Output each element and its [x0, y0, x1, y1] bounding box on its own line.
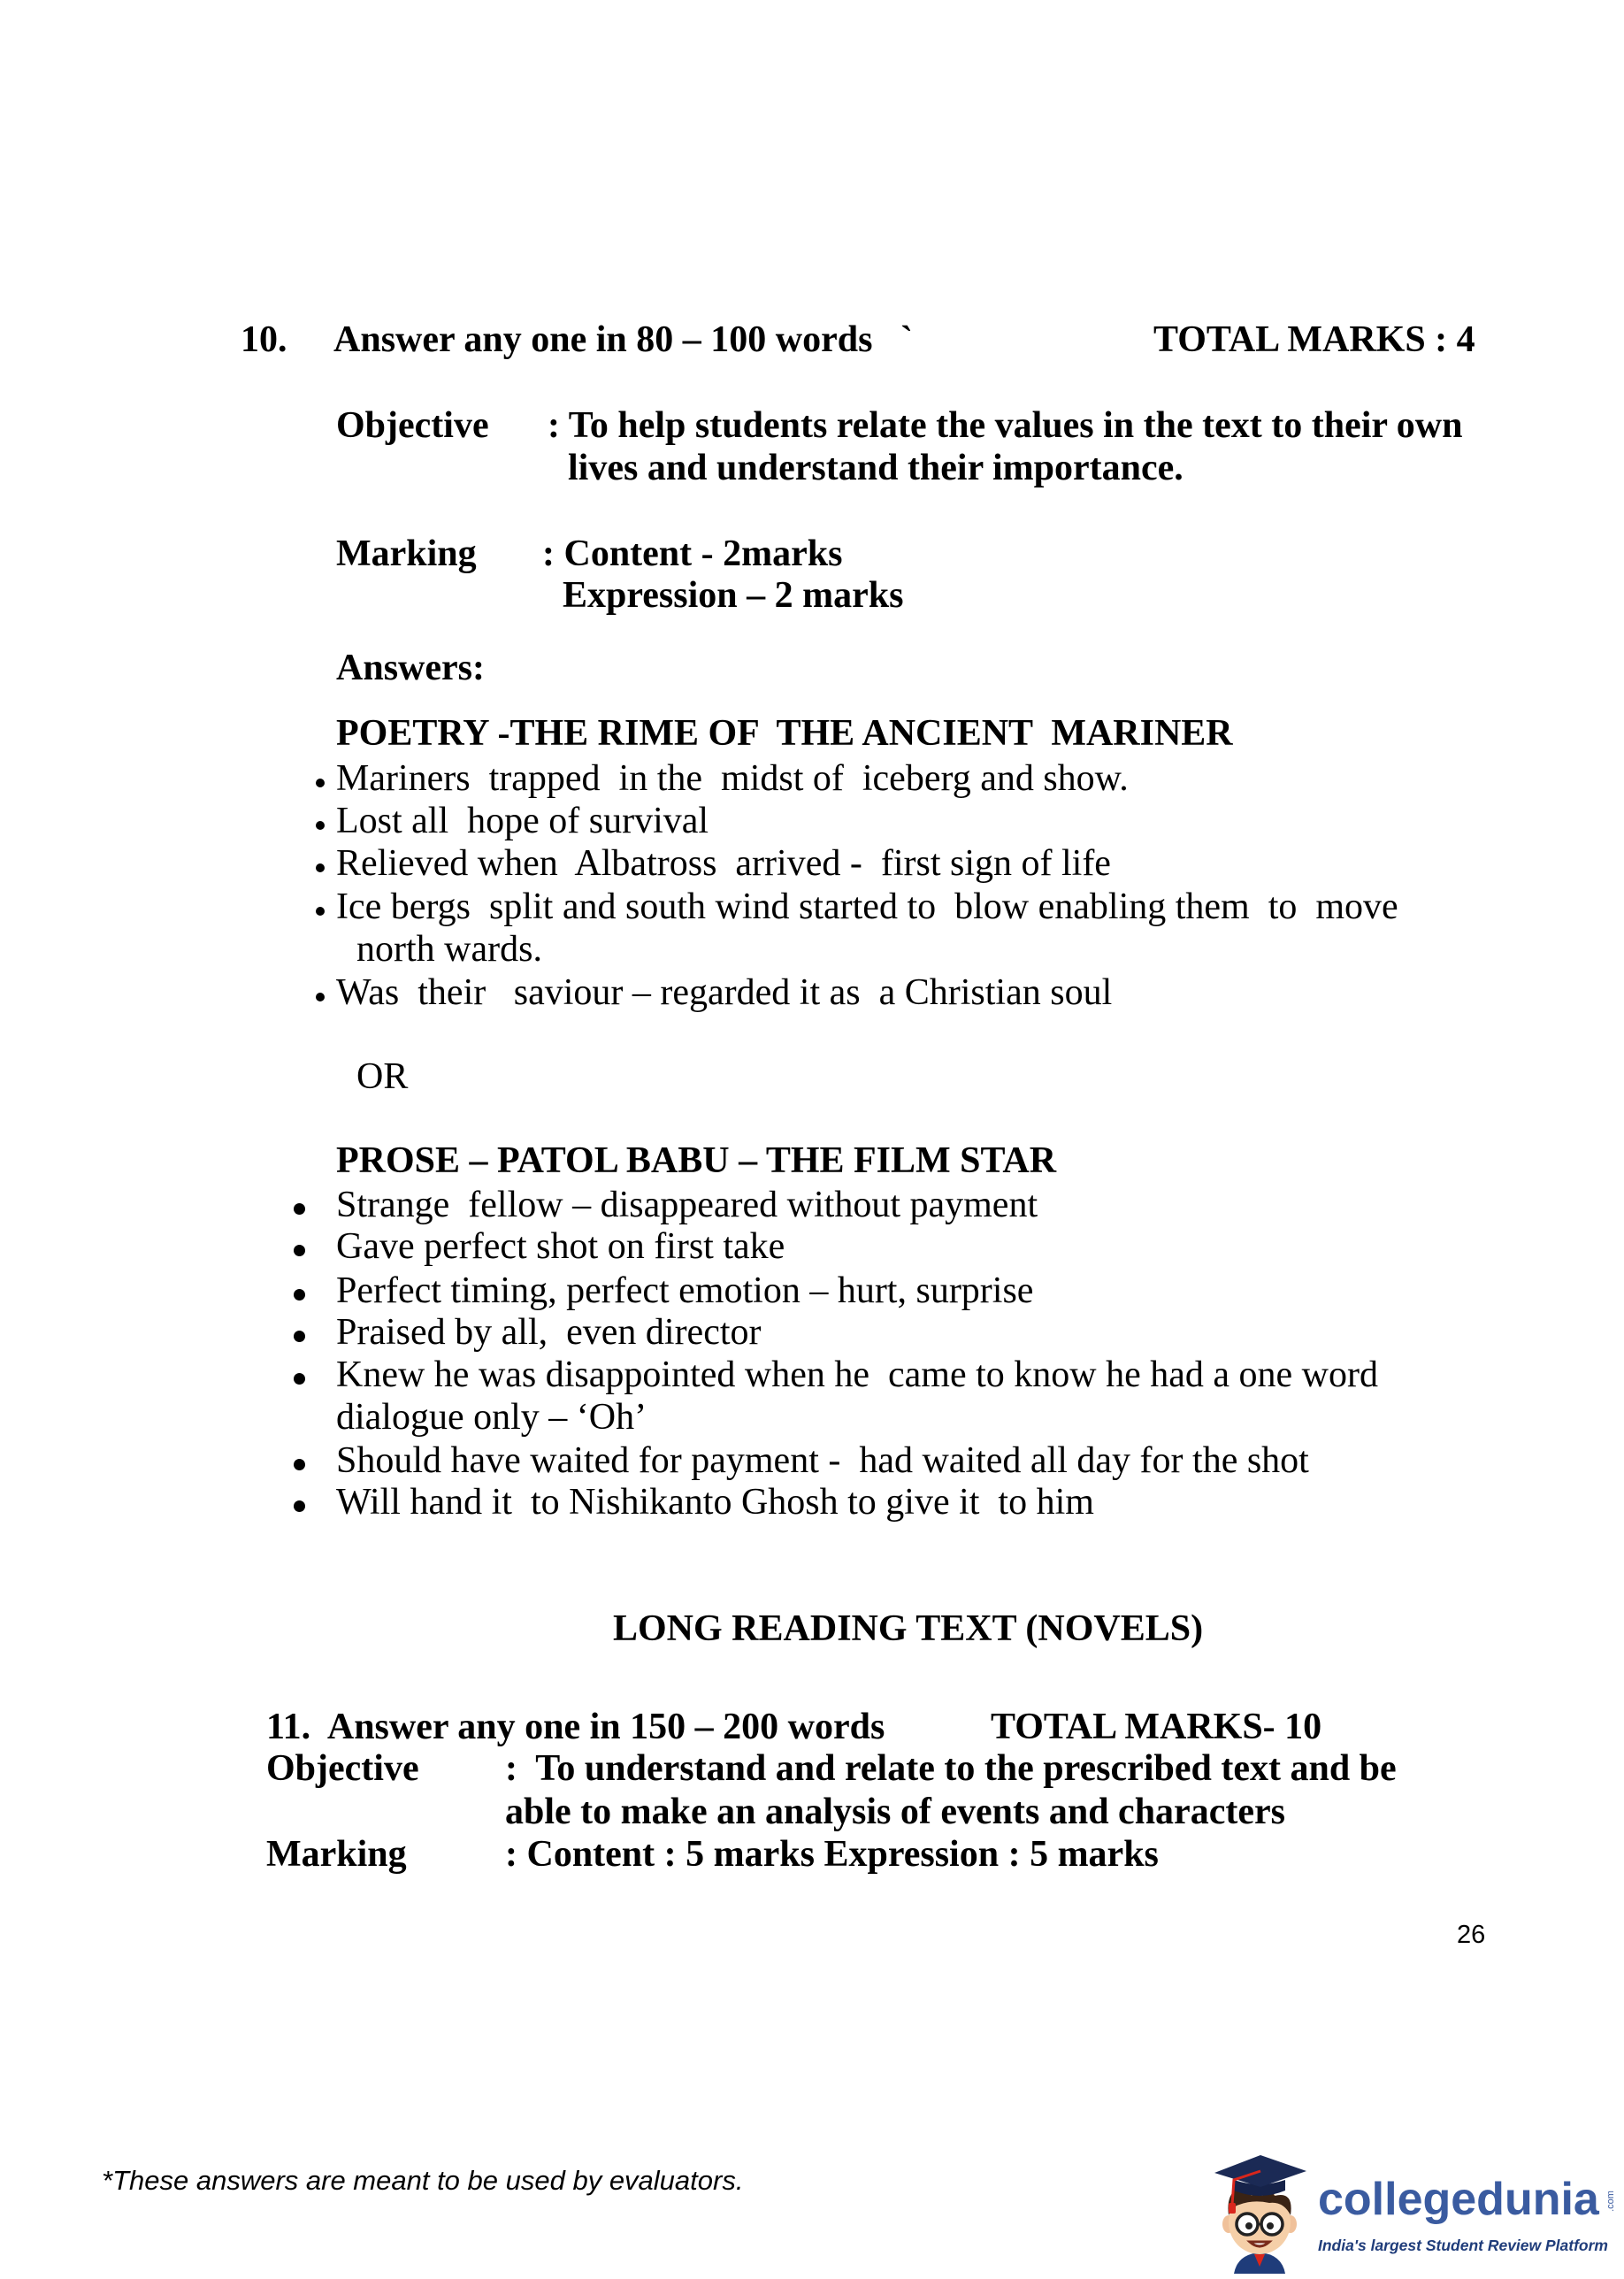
- question-11-total-marks: TOTAL MARKS- 10: [991, 1707, 1322, 1747]
- prose-point: Perfect timing, perfect emotion – hurt, surprise: [336, 1270, 1034, 1311]
- bullet-icon: [294, 1500, 305, 1512]
- bullet-icon: [294, 1331, 305, 1342]
- marking-text-line: : Content - 2marks: [542, 533, 843, 574]
- footer-note: *These answers are meant to be used by evaluators.: [102, 2165, 744, 2196]
- poetry-point-continuation: north wards.: [356, 929, 542, 970]
- poetry-heading: POETRY -THE RIME OF THE ANCIENT MARINER: [336, 713, 1233, 754]
- section-heading: LONG READING TEXT (NOVELS): [613, 1608, 1204, 1649]
- prose-point-continuation: dialogue only – ‘Oh’: [336, 1397, 647, 1438]
- bullet-icon: [316, 993, 325, 1001]
- bullet-icon: [316, 821, 325, 830]
- mascot-mouth: [1250, 2242, 1269, 2246]
- poetry-point: Relieved when Albatross arrived - first sign of life: [336, 843, 1111, 884]
- logo-domain-suffix: .com: [1605, 2191, 1616, 2212]
- question-10-prompt: Answer any one in 80 – 100 words `: [333, 319, 913, 360]
- poetry-point: Mariners trapped in the midst of iceberg and show.: [336, 758, 1129, 799]
- answers-label: Answers:: [336, 648, 485, 688]
- logo-tagline: India's largest Student Review Platform: [1318, 2237, 1608, 2254]
- mascot-eye-left: [1245, 2222, 1252, 2229]
- marking-text-line: : Content : 5 marks Expression : 5 marks: [505, 1834, 1159, 1875]
- prose-point: Will hand it to Nishikanto Ghosh to give it to him: [336, 1482, 1094, 1523]
- question-10-total-marks: TOTAL MARKS : 4: [1153, 319, 1475, 360]
- poetry-point: Was their saviour – regarded it as a Christian soul: [336, 972, 1113, 1013]
- objective-label: Objective: [266, 1748, 419, 1789]
- mascot-eye-right: [1267, 2222, 1274, 2229]
- objective-text-line: : To understand and relate to the prescribed text and be: [505, 1748, 1397, 1789]
- bullet-icon: [316, 779, 325, 787]
- graduate-mascot-icon: [1207, 2150, 1312, 2274]
- marking-label: Marking: [336, 533, 477, 574]
- bullet-icon: [294, 1245, 305, 1256]
- bullet-icon: [316, 907, 325, 916]
- objective-text-line: : To help students relate the values in the text to their own: [548, 405, 1463, 446]
- prose-point: Should have waited for payment - had waited all day for the shot: [336, 1440, 1309, 1481]
- tassel-end: [1229, 2203, 1236, 2214]
- question-10-number: 10.: [241, 319, 287, 360]
- prose-point: Strange fellow – disappeared without payment: [336, 1185, 1038, 1225]
- bullet-icon: [294, 1459, 305, 1470]
- question-11-prompt: 11. Answer any one in 150 – 200 words: [266, 1707, 885, 1747]
- prose-point: Praised by all, even director: [336, 1312, 762, 1353]
- logo-wordmark: collegedunia: [1318, 2174, 1599, 2225]
- objective-text-line: able to make an analysis of events and characters: [505, 1792, 1285, 1832]
- bullet-icon: [316, 863, 325, 872]
- poetry-point: Lost all hope of survival: [336, 801, 709, 841]
- bullet-icon: [294, 1203, 305, 1215]
- prose-point: Knew he was disappointed when he came to know he had a one word: [336, 1354, 1378, 1395]
- or-separator: OR: [356, 1056, 409, 1097]
- page-number: 26: [1457, 1921, 1486, 1949]
- objective-label: Objective: [336, 405, 489, 446]
- marking-text-line: Expression – 2 marks: [563, 575, 904, 616]
- bullet-icon: [294, 1373, 305, 1385]
- prose-point: Gave perfect shot on first take: [336, 1226, 785, 1267]
- objective-text-line: lives and understand their importance.: [568, 448, 1184, 488]
- bullet-icon: [294, 1289, 305, 1301]
- prose-heading: PROSE – PATOL BABU – THE FILM STAR: [336, 1140, 1057, 1181]
- poetry-point: Ice bergs split and south wind started to blow enabling them to move: [336, 886, 1398, 927]
- marking-label: Marking: [266, 1834, 407, 1875]
